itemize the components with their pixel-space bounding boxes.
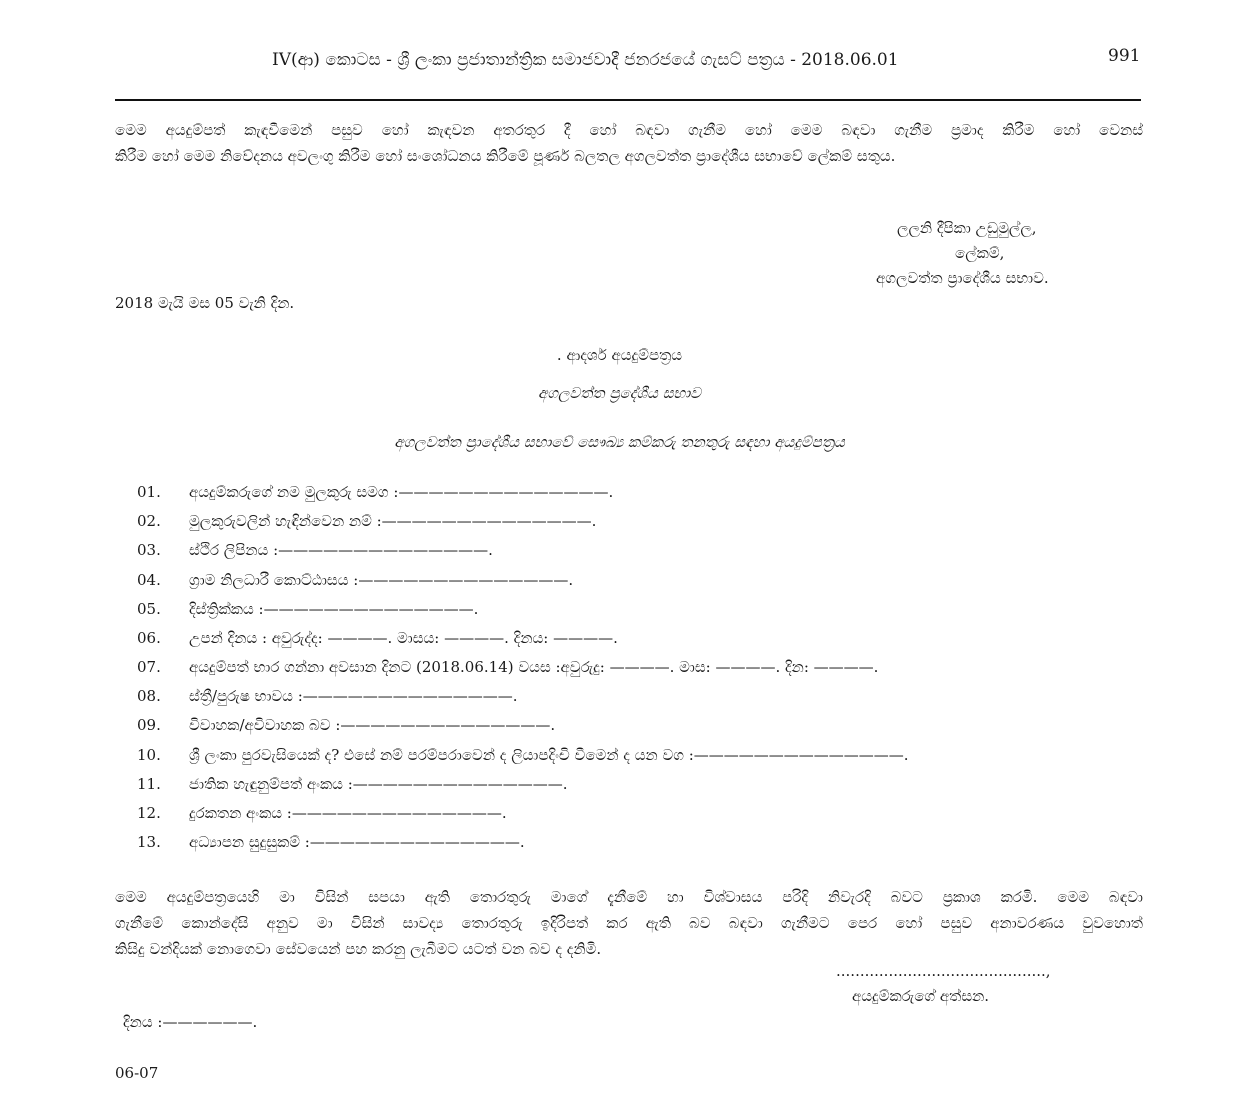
field-number: 03. xyxy=(137,541,161,559)
signatory-title: ලේකම්, xyxy=(955,244,1005,262)
field-number: 10. xyxy=(137,746,161,764)
field-text: ජාතික හැඳුනුම්පත් අංකය :——————————————. xyxy=(189,775,568,793)
field-text: අයදුම්කරුගේ නම මුලකුරු සමග :——————————————. xyxy=(189,483,614,501)
field-text: මුලකුරුවලින් හැඳින්වෙන නම් :——————————————. xyxy=(189,512,597,530)
form-field-row xyxy=(137,687,518,705)
date-field: දිනය :——————. xyxy=(123,1013,258,1031)
form-field-row xyxy=(137,600,478,618)
form-field-row xyxy=(137,658,878,676)
signature-label: අයදුම්කරුගේ අත්සන. xyxy=(852,987,990,1005)
field-text: අධ්‍යාපන සුදුසුකම් :——————————————. xyxy=(189,833,525,851)
field-number: 04. xyxy=(137,571,161,589)
gazette-header-title: IV(ආ) කොටස - ශ්‍රී ලංකා ප්‍රජාතාන්ත්‍රික සමාජවාදී ජනරජයේ ගැසට් පත්‍රය - 2018.06.01 xyxy=(272,50,899,70)
form-field-row xyxy=(137,483,613,501)
form-field-row xyxy=(137,775,568,793)
field-text: ස්ත්‍රී/පුරුෂ භාවය :——————————————. xyxy=(189,687,518,705)
field-number: 07. xyxy=(137,658,161,676)
field-text: ග්‍රාම නිලධාරී කොට්ඨාසය :——————————————. xyxy=(189,571,574,589)
header-divider xyxy=(115,99,1141,101)
declaration-line: කිසිදු වන්දියක් නොගෙවා සේවයෙන් පහ කරනු ලැබීමට යටත් වන බව ද දනිමි. xyxy=(115,940,602,958)
declaration-line: මෙම අයදුම්පත්‍රයෙහි මා විසින් සපයා ඇති තොරතුරු මාගේ දැනීමේ හා විශ්වාසය පරිදි නිවැරදි බවට ප්‍රකාශ කරමි. මෙම බඳවා xyxy=(115,888,1143,906)
form-field-row xyxy=(137,512,596,530)
field-number: 08. xyxy=(137,687,161,705)
field-text: දුරකතන අංකය :——————————————. xyxy=(189,804,507,822)
form-field-row xyxy=(137,716,555,734)
signatory-office: අගලවත්ත ප්‍රාදේශීය සභාව. xyxy=(876,269,1049,287)
field-number: 11. xyxy=(137,775,161,793)
form-field-row xyxy=(137,571,573,589)
field-number: 09. xyxy=(137,716,161,734)
declaration-line: ගැනීමේ කොන්දේසි අනුව මා විසින් සාවද්‍ය තොරතුරු ඉදිරිපත් කර ඇති බව බඳවා ගැනීමට පෙර හෝ පසුව අනාවරණය වුවහොත් xyxy=(115,914,1143,932)
form-field-row xyxy=(137,804,507,822)
intro-line: කිරීම හෝ මෙම නිවේදනය අවලංගු කිරීම හෝ සංශෝධනය කිරීමේ පූර්ණ බලතල අගලවත්ත ප්‍රාදේශීය සභාවේ ලේකම් සතුය. xyxy=(115,147,896,165)
field-text: විවාහක/අවිවාහක බව :——————————————. xyxy=(189,716,556,734)
field-number: 12. xyxy=(137,804,161,822)
page-number: 991 xyxy=(1108,46,1141,66)
signatory-name: ලලනි දීපිකා උඩුමුල්ල, xyxy=(897,219,1037,237)
field-number: 01. xyxy=(137,483,161,501)
signature-line: ............................................, xyxy=(836,962,1051,980)
field-number: 06. xyxy=(137,629,161,647)
field-number: 05. xyxy=(137,600,161,618)
field-text: උපන් දිනය : අවුරුද්ද: ————. මාසය: ————. දිනය: ————. xyxy=(189,629,618,647)
field-text: ශ්‍රී ලංකා පුරවැසියෙක් ද? එසේ නම් පරම්පරාවෙන් ද ලියාපදිංචි වීමෙන් ද යන වග :——————————————. xyxy=(189,746,909,764)
form-heading: . ආදර්ශ අයදුම්පත්‍රය xyxy=(556,346,683,364)
form-field-row xyxy=(137,746,909,764)
field-number: 13. xyxy=(137,833,161,851)
field-text: දිස්ත්‍රික්කය :——————————————. xyxy=(189,600,479,618)
form-field-row xyxy=(137,833,525,851)
form-field-row xyxy=(137,629,618,647)
form-field-row xyxy=(137,541,493,559)
council-name: අගලවත්ත ප්‍රදේශීය සභාව xyxy=(538,384,701,402)
notice-date: 2018 මැයි මස 05 වැනි දින. xyxy=(115,294,295,312)
form-subtitle: අගලවත්ත ප්‍රාදේශීය සභාවේ සෞඛ්‍ය කම්කරු තනතුරු සඳහා අයදුම්පත්‍රය xyxy=(394,433,845,451)
field-number: 02. xyxy=(137,512,161,530)
footer-code: 06-07 xyxy=(115,1064,159,1082)
field-text: අයදුම්පත් භාර ගන්නා අවසාන දිනට (2018.06.14) වයස :අවුරුදු: ————. මාස: ————. දින: ————. xyxy=(189,658,879,676)
field-text: ස්ථිර ලිපිනය :——————————————. xyxy=(189,541,493,559)
intro-line: මෙම අයදුම්පත් කැඳවීමෙන් පසුව හෝ කැඳවන අතරතුර දී හෝ බඳවා ගැනීම හෝ මෙම බඳවා ගැනීම ප්‍රමාද කිරීම හෝ වෙනස් xyxy=(115,121,1143,139)
